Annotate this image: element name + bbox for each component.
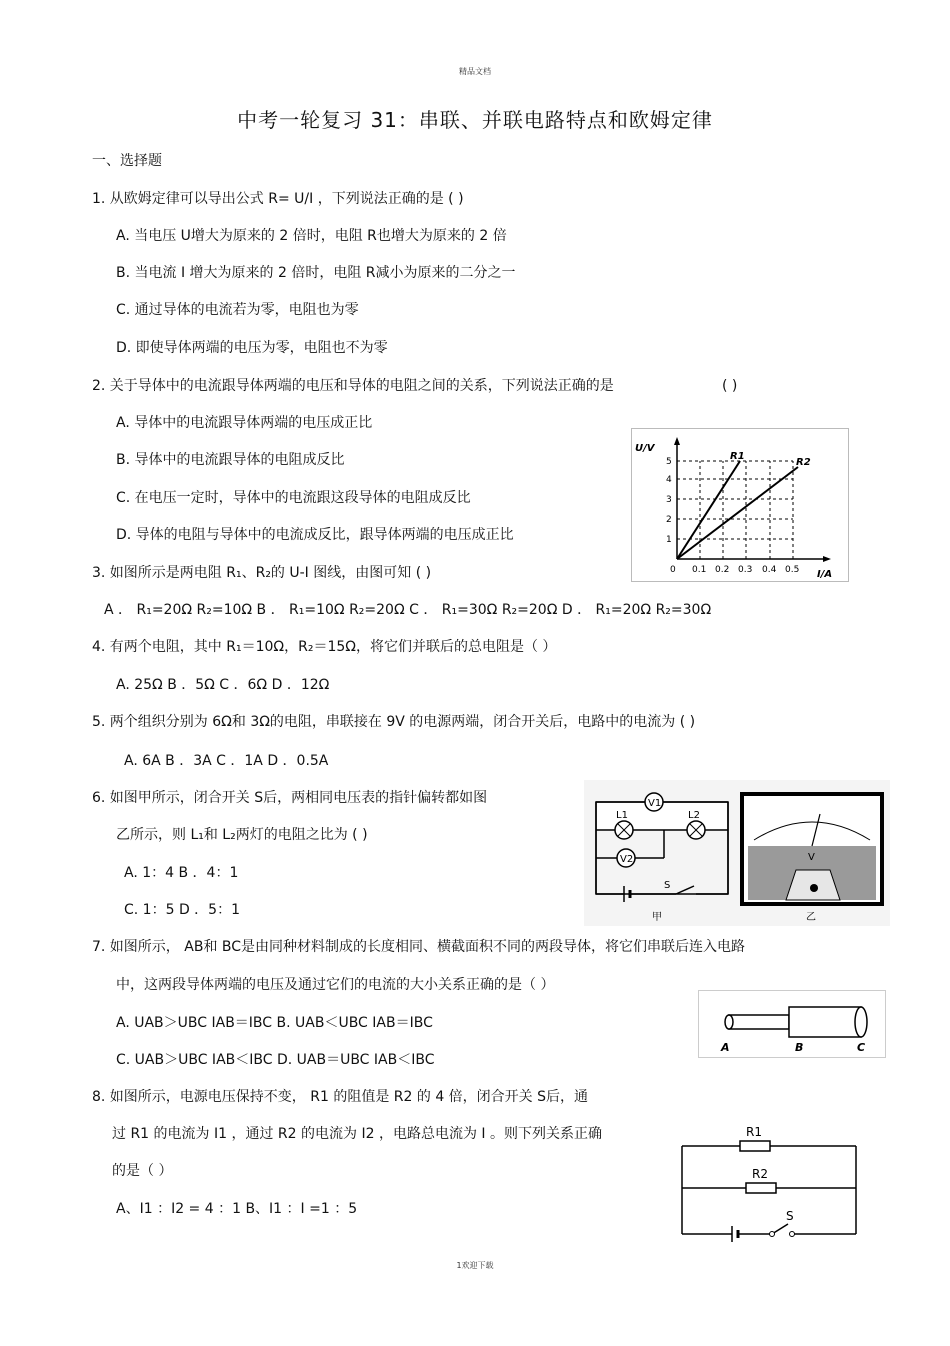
q6-stem-line1: 6. 如图甲所示，闭合开关 S后，两相同电压表的指针偏转都如图 — [92, 790, 488, 806]
q1-option-d: D. 即使导体两端的电压为零，电阻也不为零 — [116, 340, 388, 356]
q1-option-c: C. 通过导体的电流若为零，电阻也为零 — [116, 302, 359, 318]
ui-graph-figure — [631, 428, 849, 582]
q3-options: A ． R₁=20Ω R₂=10Ω B ． R₁=10Ω R₂=20Ω C ． R₁=30Ω R₂=20Ω D ． R₁=20Ω R₂=30Ω — [104, 602, 712, 618]
graph-xtick: 0.5 — [785, 565, 800, 575]
q7-options-cd: C. UAB＞UBC IAB＜IBC D. UAB＝UBC IAB＜IBC — [116, 1052, 435, 1068]
q1-option-b: B. 当电流 I 增大为原来的 2 倍时，电阻 R减小为原来的二分之一 — [116, 265, 516, 281]
figure-caption-jia: 甲 — [652, 912, 662, 923]
voltmeter-v2-label: V2 — [620, 854, 634, 865]
q7-options-ab: A. UAB＞UBC IAB＝IBC B. UAB＜UBC IAB＝IBC — [116, 1015, 433, 1031]
q7-stem-line1: 7. 如图所示， AB和 BC是由同种材料制成的长度相同、横截面积不同的两段导体，将它们串联后连入电路 — [92, 939, 746, 955]
figure-caption-yi: 乙 — [806, 912, 816, 923]
resistor-r1-label: R1 — [746, 1125, 762, 1139]
section-heading: 一、选择题 — [92, 153, 162, 169]
conductor-label-c: C — [857, 1041, 866, 1054]
q8-options-ab: A、I1 ：I2 = 4 ：1 B、I1 ：I =1 ：5 — [116, 1201, 358, 1217]
page-header: 精品文档 — [459, 67, 491, 76]
parallel-circuit-svg — [674, 1112, 864, 1246]
q2-option-c: C. 在电压一定时，导体中的电流跟这段导体的电阻成反比 — [116, 490, 471, 506]
q2-option-d: D. 导体的电阻与导体中的电流成反比，跟导体两端的电压成正比 — [116, 527, 514, 543]
graph-ytick: 4 — [666, 475, 672, 485]
q2-answer-paren: ( ) — [722, 378, 738, 394]
q6-options-ab: A. 1：4 B ．4：1 — [124, 865, 239, 881]
voltmeter-v1-label: V1 — [648, 798, 662, 809]
q5-options: A. 6A B ．3A C ．1A D ．0.5A — [124, 753, 329, 769]
graph-ytick: 1 — [666, 535, 672, 545]
q4-stem: 4. 有两个电阻，其中 R₁＝10Ω，R₂＝15Ω，将它们并联后的总电阻是（ ） — [92, 639, 557, 655]
q8-stem-line2: 过 R1 的电流为 I1 ，通过 R2 的电流为 I2 ，电路总电流为 I 。则下列关系正确 — [112, 1126, 602, 1142]
lamp-l1-label: L1 — [616, 810, 628, 821]
resistor-r2-label: R2 — [752, 1167, 768, 1181]
graph-xlabel: I/A — [817, 569, 833, 580]
q4-options: A. 25Ω B ．5Ω C ．6Ω D ．12Ω — [116, 677, 330, 693]
conductor-svg — [699, 991, 885, 1057]
graph-r1-label: R1 — [730, 451, 745, 462]
q1-option-a: A. 当电压 U增大为原来的 2 倍时，电阻 R也增大为原来的 2 倍 — [116, 228, 507, 244]
conductor-figure — [698, 990, 886, 1058]
graph-xtick: 0.4 — [762, 565, 777, 575]
graph-xtick: 0.3 — [738, 565, 753, 575]
graph-ytick: 5 — [666, 457, 672, 467]
q2-option-a: A. 导体中的电流跟导体两端的电压成正比 — [116, 415, 373, 431]
switch-s-label: S — [664, 880, 671, 891]
q6-stem-line2: 乙所示，则 L₁和 L₂两灯的电阻之比为 ( ) — [116, 827, 368, 843]
page-footer: 1欢迎下载 — [456, 1261, 494, 1270]
q2-stem: 2. 关于导体中的电流跟导体两端的电压和导体的电阻之间的关系，下列说法正确的是 — [92, 378, 614, 394]
meter-v-label: V — [808, 852, 815, 863]
q8-stem-line3: 的是（ ） — [112, 1163, 173, 1179]
q8-stem-line1: 8. 如图所示，电源电压保持不变， R1 的阻值是 R2 的 4 倍，闭合开关 S后，通 — [92, 1089, 589, 1105]
graph-ylabel: U/V — [635, 443, 655, 454]
graph-xtick: 0.1 — [692, 565, 707, 575]
conductor-label-b: B — [795, 1041, 804, 1054]
switch-s-label: S — [786, 1209, 794, 1223]
q1-stem: 1. 从欧姆定律可以导出公式 R= U/I ，下列说法正确的是 ( ) — [92, 191, 464, 207]
circuit-meter-figure — [584, 780, 890, 926]
q2-option-b: B. 导体中的电流跟导体的电阻成反比 — [116, 452, 345, 468]
graph-ytick: 2 — [666, 515, 672, 525]
q7-stem-line2: 中，这两段导体两端的电压及通过它们的电流的大小关系正确的是（ ） — [116, 977, 555, 993]
circuit-meter-svg — [584, 780, 890, 926]
graph-xtick: 0 — [670, 565, 676, 575]
q6-options-cd: C. 1：5 D ．5：1 — [124, 902, 240, 918]
graph-ytick: 3 — [666, 495, 672, 505]
page-title: 中考一轮复习 31：串联、并联电路特点和欧姆定律 — [237, 108, 713, 132]
parallel-circuit-figure — [674, 1112, 864, 1246]
lamp-l2-label: L2 — [688, 810, 700, 821]
graph-r2-label: R2 — [796, 457, 811, 468]
graph-xtick: 0.2 — [715, 565, 730, 575]
q3-stem: 3. 如图所示是两电阻 R₁、R₂的 U-I 图线，由图可知 ( ) — [92, 565, 432, 581]
ui-graph-svg — [632, 429, 848, 581]
q5-stem: 5. 两个组织分别为 6Ω和 3Ω的电阻，串联接在 9V 的电源两端，闭合开关后，电路中的电流为 ( ) — [92, 714, 696, 730]
conductor-label-a: A — [721, 1041, 730, 1054]
